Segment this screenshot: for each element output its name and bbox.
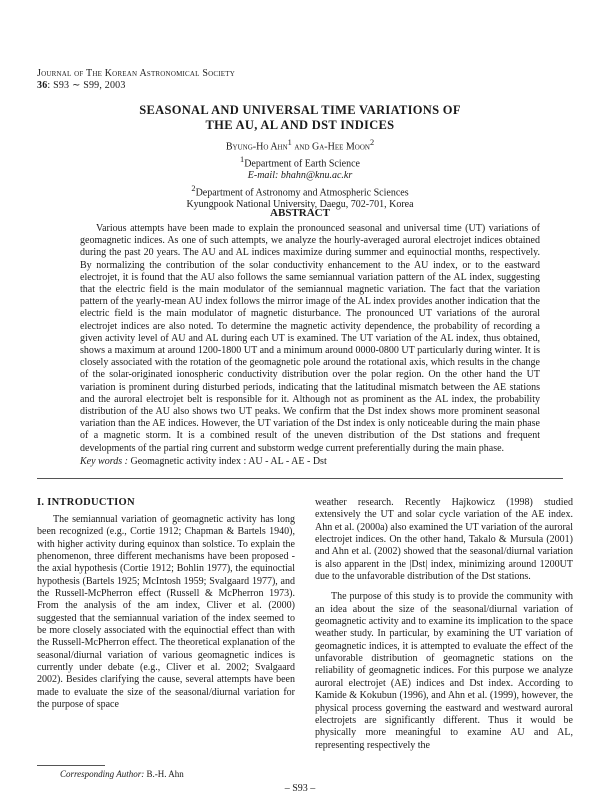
footnote-text: B.-H. Ahn bbox=[144, 769, 184, 779]
abstract-body: Various attempts have been made to explain the pronounced seasonal and universal time (UT) variations of geomagnetic indices. As one of such attempts, we analyze the hourly-averaged auroral electrojet indices obtained during the past 20 years. The AU and AL indices maximize during summer and equinoctial months, respectively. By normalizing the contribution of the solar conductivity enhancement to the AU index, or to the eastward electrojet, it is found that the AU also follows the same semiannual variation pattern of the AL index, suggesting that the electric field is the main modulator of the semiannual magnetic variation. The fact that the variation pattern of the yearly-mean AU index follows the mirror image of the AL index provides another indication that the electric field is the main modulator of magnetic disturbance. The pronounced UT variations of the auroral electrojet indices are also noted. To determine the magnetic activity dependence, the probability of recording a given activity level of AU and AL during each UT is examined. The UT variation of the AL index, thus obtained, shows a maximum at around 1200-1800 UT and a minimum around 0000-0800 UT particularly during winter. It is closely associated with the rotation of the geomagnetic pole around the rotational axis, which results in the change of the solar-originated ionospheric conductivity distribution over the polar region. On the other hand the UT variation is prominent during disturbed periods, indicating that the latitudinal mismatch between the AE stations and the auroral electrojet belt is responsible for it. Although not as prominent as the AL index, the probability distribution of the AU also shows two UT peaks. We confirm that the Dst index shows more prominent seasonal variation than the AE indices. However, the UT variation of the Dst index is only noticeable during the main phase of a magnetic storm. It is a combined result of the uneven distribution of the Dst stations and frequent developments of the partial ring current and substorm wedge current preferentially during the main phase. bbox=[80, 223, 540, 454]
section-divider bbox=[37, 478, 563, 479]
affiliation-1-text: Department of Earth Science bbox=[244, 157, 360, 169]
keywords-text: Geomagnetic activity index : AU - AL - AE - Dst bbox=[127, 456, 327, 467]
keywords-label: Key words : bbox=[80, 456, 128, 467]
author-block bbox=[0, 137, 600, 211]
title-line-1: SEASONAL AND UNIVERSAL TIME VARIATIONS OF bbox=[139, 103, 461, 117]
journal-pages: : S93 ∼ S99, 2003 bbox=[47, 80, 126, 91]
right-column bbox=[315, 497, 573, 752]
title-line-2: THE AU, AL AND DST INDICES bbox=[205, 118, 395, 132]
author-2: Ga-Hee Moon bbox=[312, 141, 370, 153]
journal-volume: 36 bbox=[37, 80, 48, 91]
journal-citation bbox=[37, 80, 235, 92]
affiliation-1-sup: 1 bbox=[240, 154, 245, 164]
intro-paragraph-2: The purpose of this study is to provide the community with an idea about the size of the seasonal/diurnal variation of geomagnetic activity and to examine its implication to the space weather study. In particular, by examining the UT variation of geomagnetic indices, it is attempted to evaluate the effect of the unfavorable distribution of geomagnetic stations on the reliability of geomagnetic indices. For this purpose we analyze auroral electrojet (AE) indices and Dst index. According to Kamide & Kokubun (1996), and Ahn et al. (1999), however, the physical process governing the eastward and westward auroral electrojets are significantly different. Thus it would be physically more meaningful to examine AU and AL, representing respectively the bbox=[315, 591, 573, 751]
keywords bbox=[80, 456, 540, 467]
author-2-sup: 2 bbox=[369, 138, 375, 147]
journal-header bbox=[37, 68, 235, 92]
page-number: – S93 – bbox=[284, 783, 316, 794]
footnote-label: Corresponding Author: bbox=[60, 769, 145, 779]
intro-paragraph-1-continued: weather research. Recently Hajkowicz (1998) studied extensively the UT and solar cycle variation of the AE index. Ahn et al. (2000a) also examined the UT variation of the auroral electrojet indices. On the other hand, Takalo & Mursula (2001) and Ahn et al. (2002) showed that the seasonal/diurnal variation is also apparent in the |Dst| index, minimizing around 1200UT due to the unfavorable distribution of the Dst stations. bbox=[315, 497, 573, 583]
author-names bbox=[0, 137, 600, 154]
author-1-sup: 1 bbox=[287, 138, 292, 147]
affiliation-2 bbox=[0, 183, 600, 200]
author-email-text: E-mail: bhahn@knu.ac.kr bbox=[247, 170, 353, 182]
author-email bbox=[0, 170, 600, 182]
affiliation-2-text: Department of Astronomy and Atmospheric Sciences bbox=[195, 186, 409, 198]
affiliation-1 bbox=[0, 154, 600, 171]
author-1: Byung-Ho Ahn bbox=[225, 141, 288, 153]
left-column bbox=[37, 514, 295, 712]
section-heading-introduction: I. INTRODUCTION bbox=[37, 497, 135, 508]
footnote bbox=[60, 769, 184, 779]
affiliation-2-address: Kyungpook National University, Daegu, 702-701, Korea bbox=[186, 199, 414, 211]
abstract-heading: ABSTRACT bbox=[270, 207, 330, 219]
paper-title bbox=[0, 103, 600, 133]
footnote-divider bbox=[37, 765, 105, 766]
journal-name: Journal of The Korean Astronomical Society bbox=[37, 68, 235, 79]
intro-paragraph-1: The semiannual variation of geomagnetic activity has long been recognized (e.g., Cortie 1912; Chapman & Bartels 1940), with higher activity during equinox than solstice. To explain the phenomenon, three different mechanisms have been proposed - the axial hypothesis (Cortie 1912; Bohlin 1977), the equinoctial hypothesis (Bartels 1925; McIntosh 1959; Svalgaard 1977), and the Russell-McPherron effect (Russell & McPherron 1973). From the analysis of the am index, Cliver et al. (2000) suggested that the semiannual variation of the index seemed to be more closely associated with the equinoctial effect than with the Russell-McPherron effect. The theoretical explanation of the seasonal/diurnal variation of various geomagnetic indices is currently under debate (e.g., Cliver et al. 2002; Svalgaard 2002). Besides clarifying the cause, several attempts have been made to evaluate the size of the seasonal/diurnal variation for the purpose of space bbox=[37, 514, 295, 711]
author-and: and bbox=[291, 141, 312, 153]
affiliation-2-sup: 2 bbox=[191, 183, 196, 193]
